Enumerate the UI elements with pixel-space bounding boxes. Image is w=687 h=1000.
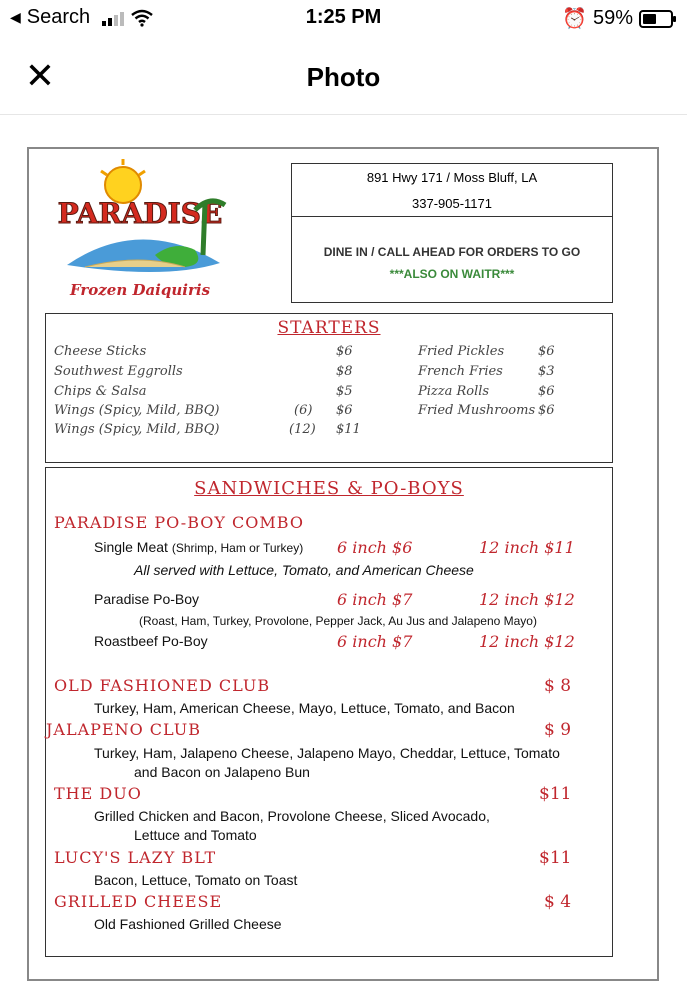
starter-item-price: $6 xyxy=(538,384,555,399)
info-box xyxy=(291,163,613,303)
item-desc: Grilled Chicken and Bacon, Provolone Cheese, Sliced Avocado, xyxy=(94,808,490,824)
item-price: 12 inch $11 xyxy=(479,538,575,557)
battery-fill xyxy=(643,14,656,24)
battery-icon xyxy=(639,10,673,28)
starter-item-price: $6 xyxy=(336,344,353,359)
alarm-icon: ⏰ xyxy=(562,8,587,30)
starter-item-name: Wings (Spicy, Mild, BBQ) xyxy=(54,403,220,418)
starter-item-name: French Fries xyxy=(418,364,503,379)
item-desc: and Bacon on Jalapeno Bun xyxy=(134,764,310,780)
item-title: JALAPENO CLUB xyxy=(46,720,202,739)
item-desc: Lettuce and Tomato xyxy=(134,827,257,843)
item-note: (Roast, Ham, Turkey, Provolone, Pepper Jack, Au Jus and Jalapeno Mayo) xyxy=(139,614,537,628)
starter-item-name: Southwest Eggrolls xyxy=(54,364,183,379)
item-title: LUCY'S LAZY BLT xyxy=(54,848,217,867)
starter-item-name: Pizza Rolls xyxy=(418,384,490,399)
close-icon: ✕ xyxy=(24,55,56,96)
item-desc: Turkey, Ham, American Cheese, Mayo, Lettuce, Tomato, and Bacon xyxy=(94,700,515,716)
item-price: 12 inch $12 xyxy=(479,632,575,651)
starter-item-price: $8 xyxy=(336,364,353,379)
item-name: Paradise Po-Boy xyxy=(94,591,200,607)
phone: 337-905-1171 xyxy=(412,196,492,211)
item-price: $11 xyxy=(539,848,572,868)
starter-item-price: $6 xyxy=(538,403,555,418)
page-title: Photo xyxy=(306,62,381,92)
starter-item-name: Chips & Salsa xyxy=(54,384,147,399)
dine-in-note: DINE IN / CALL AHEAD FOR ORDERS TO GO xyxy=(323,245,581,259)
starter-item-price: $11 xyxy=(336,422,361,437)
status-right xyxy=(562,6,673,31)
nav-bar xyxy=(0,44,687,115)
item-price: $11 xyxy=(539,784,572,804)
battery-percent: 59% xyxy=(592,7,633,29)
starter-item-name: Fried Pickles xyxy=(418,344,505,359)
item-price: $ 8 xyxy=(544,676,572,696)
starters-section xyxy=(45,313,613,463)
starter-item-price: $3 xyxy=(538,364,555,379)
starter-item-qty: (6) xyxy=(294,403,313,418)
starter-item-price: $6 xyxy=(336,403,353,418)
address: 891 Hwy 171 / Moss Bluff, LA xyxy=(366,170,538,185)
svg-text:PARADISE: PARADISE xyxy=(57,197,223,230)
starter-item-name: Cheese Sticks xyxy=(54,344,147,359)
waitr-note: ***ALSO ON WAITR*** xyxy=(389,267,515,281)
item-price: $ 4 xyxy=(544,892,572,912)
starter-item-name: Fried Mushrooms xyxy=(418,403,536,418)
menu-photo[interactable] xyxy=(27,147,659,981)
sandwiches-title: SANDWICHES & PO-BOYS xyxy=(194,478,464,499)
item-price: 6 inch $6 xyxy=(337,538,413,557)
item-price: 12 inch $12 xyxy=(479,590,575,609)
starter-item-price: $5 xyxy=(336,384,353,399)
sandwiches-section xyxy=(45,467,613,957)
item-title: THE DUO xyxy=(54,784,142,803)
item-title: OLD FASHIONED CLUB xyxy=(54,676,271,695)
back-arrow-icon: ◀ xyxy=(10,9,21,25)
item-desc: Turkey, Ham, Jalapeno Cheese, Jalapeno Mayo, Cheddar, Lettuce, Tomato xyxy=(94,745,560,761)
item-name: Single Meat (Shrimp, Ham or Turkey) xyxy=(94,539,304,555)
item-desc: Bacon, Lettuce, Tomato on Toast xyxy=(94,872,298,888)
item-title: GRILLED CHEESE xyxy=(54,892,223,911)
item-title: PARADISE PO-BOY COMBO xyxy=(54,513,304,532)
item-price: $ 9 xyxy=(544,720,572,740)
item-desc: Old Fashioned Grilled Cheese xyxy=(94,916,282,932)
starter-item-price: $6 xyxy=(538,344,555,359)
starter-item-qty: (12) xyxy=(289,422,316,437)
status-bar xyxy=(0,0,687,36)
item-note: All served with Lettuce, Tomato, and American Cheese xyxy=(134,562,474,578)
item-price: 6 inch $7 xyxy=(337,632,413,651)
starter-item-name: Wings (Spicy, Mild, BBQ) xyxy=(54,422,220,437)
item-price: 6 inch $7 xyxy=(337,590,413,609)
starters-title: STARTERS xyxy=(277,318,381,338)
back-label: Search xyxy=(26,6,91,28)
paradise-logo xyxy=(45,155,235,305)
clock: 1:25 PM xyxy=(305,6,382,28)
item-name: Roastbeef Po-Boy xyxy=(94,633,208,649)
svg-text:Frozen Daiquiris: Frozen Daiquiris xyxy=(69,281,211,299)
